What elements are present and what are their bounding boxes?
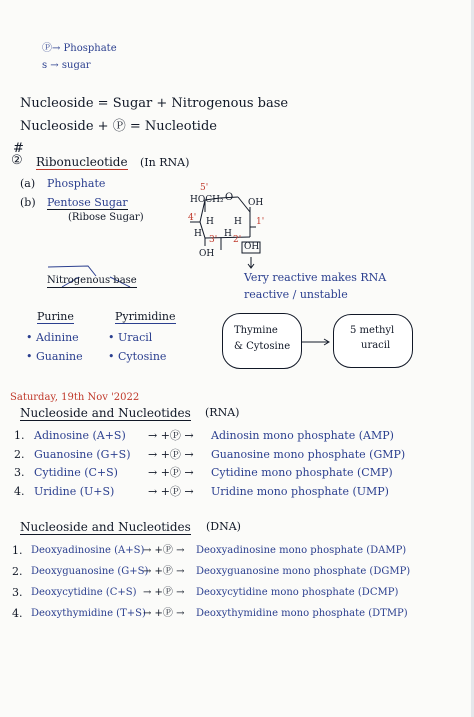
label-h4: H [224,229,232,239]
label-1prime: 1' [256,217,265,227]
list-item-left: Guanosine (G+S) [34,448,131,461]
item-a-text: Phosphate [47,177,106,190]
list-item-left: Deoxyguanosine (G+S) [31,566,149,577]
purine-title: Purine [37,310,74,323]
pyrimidine-title: Pyrimidine [115,310,176,323]
list-item-arrow: → +Ⓟ → [143,587,185,598]
list-item-arrow: → +Ⓟ → [148,485,194,498]
list-item-number: 3. [14,466,25,479]
list-item-number: 2. [12,565,23,578]
label-oh-boxed: OH [244,242,260,252]
list-item-left: Deoxythymidine (T+S) [31,608,146,619]
definition-nucleoside: Nucleoside = Sugar + Nitrogenous base [20,96,289,111]
label-h2: H [234,217,242,227]
item-b-label: (b) [20,196,36,209]
definition-nucleotide: Nucleoside + Ⓟ = Nucleotide [20,119,217,134]
list-item-number: 2. [14,448,25,461]
list-item-number: 4. [14,485,25,498]
list-item-left: Cytidine (C+S) [34,466,118,479]
purine-item-adinine: • Adinine [26,331,79,344]
dna-tag: (DNA) [206,520,241,533]
list-item-right: Deoxyadinosine mono phosphate (DAMP) [196,545,407,556]
label-oh-top: OH [248,198,264,208]
label-3prime: 3' [209,235,218,245]
bubble-left-line1: Thymine [234,325,278,336]
label-oh-bottom: OH [199,249,215,259]
list-item-arrow: → +Ⓟ → [148,448,194,461]
legend-sugar: s → sugar [42,60,91,71]
list-item-number: 1. [12,544,23,557]
date-heading: Saturday, 19th Nov '2022 [10,392,140,403]
section-subtitle: (In RNA) [140,156,190,169]
list-item-right: Adinosin mono phosphate (AMP) [211,429,394,442]
label-h1: H [206,217,214,227]
list-item-left: Uridine (U+S) [34,485,115,498]
dna-heading: Nucleoside and Nucleotides [20,520,191,534]
list-item-arrow: → +Ⓟ → [143,608,185,619]
list-item-arrow: → +Ⓟ → [143,566,185,577]
list-item-right: Cytidine mono phosphate (CMP) [211,466,393,479]
label-h3: H [194,229,202,239]
list-item-right: Deoxythymidine mono phosphate (DTMP) [196,608,408,619]
list-item-number: 1. [14,429,25,442]
list-item-left: Deoxycytidine (C+S) [31,587,137,598]
list-item-right: Deoxyguanosine mono phosphate (DGMP) [196,566,411,577]
label-ring-oxygen: O [225,192,234,203]
ribose-note: (Ribose Sugar) [68,212,144,223]
list-item-arrow: → +Ⓟ → [148,429,194,442]
list-item-left: Deoxyadinosine (A+S) [31,545,145,556]
item-a-label: (a) [20,177,36,190]
pyrimidine-item-uracil: • Uracil [108,331,153,344]
list-item-right: Guanosine mono phosphate (GMP) [211,448,406,461]
bases-title: Nitrogenous base [47,275,137,286]
list-item-number: 4. [12,607,23,620]
list-item-number: 3. [12,586,23,599]
label-2prime: 2' [233,235,242,245]
list-item-arrow: → +Ⓟ → [148,466,194,479]
section-title: Ribonucleotide [36,155,128,169]
reactive-note-line1: Very reactive makes RNA [244,271,387,284]
legend-phosphate: Ⓟ→ Phosphate [42,43,117,54]
section-number: ② [11,153,23,168]
label-5prime: 5' [200,183,209,193]
purine-item-guanine: • Guanine [26,350,83,363]
reactive-note-line2: reactive / unstable [244,288,348,301]
bubble-right-line2: uracil [361,340,391,351]
label-hoch2: HOCH₂ [190,195,224,205]
rna-heading: Nucleoside and Nucleotides [20,406,191,420]
item-b-text: Pentose Sugar [47,196,128,209]
section-hash: # [13,141,24,156]
label-4prime: 4' [188,213,197,223]
bubble-left-line2: & Cytosine [234,341,291,352]
list-item-left: Adinosine (A+S) [34,429,126,442]
list-item-arrow: → +Ⓟ → [143,545,185,556]
pyrimidine-item-cytosine: • Cytosine [108,350,167,363]
rna-tag: (RNA) [205,406,240,419]
list-item-right: Deoxycytidine mono phosphate (DCMP) [196,587,399,598]
list-item-right: Uridine mono phosphate (UMP) [211,485,389,498]
bubble-right-line1: 5 methyl [350,325,395,336]
